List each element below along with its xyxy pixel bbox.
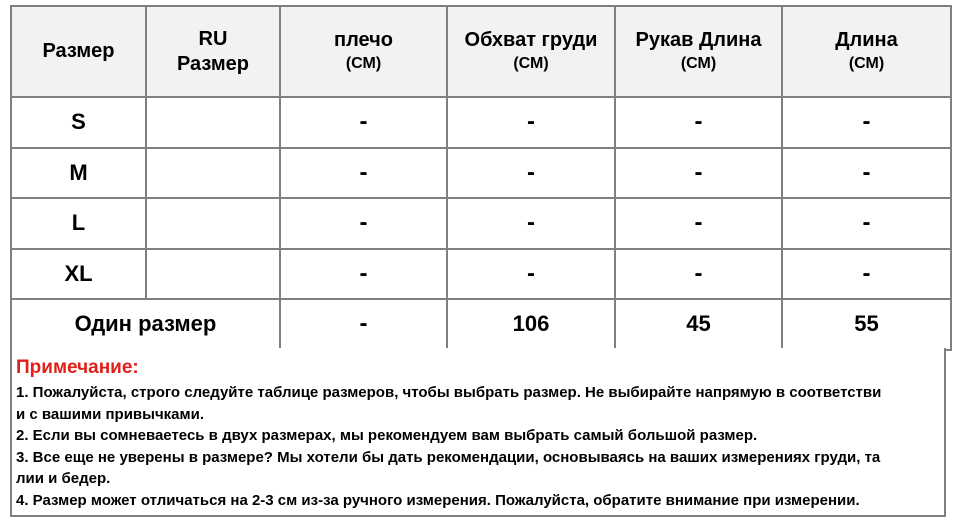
chest-cell: - <box>447 198 615 249</box>
sleeve-cell: - <box>615 249 782 300</box>
chest-cell: - <box>447 249 615 300</box>
size-cell: XL <box>11 249 146 300</box>
header-length: Длина (СМ) <box>782 6 951 97</box>
chest-cell: 106 <box>447 299 615 350</box>
size-cell: L <box>11 198 146 249</box>
one-size-row <box>11 299 951 350</box>
ru-size-cell <box>146 148 280 199</box>
sleeve-cell: - <box>615 97 782 148</box>
sleeve-cell: - <box>615 198 782 249</box>
header-ru-size: RU Размер <box>146 6 280 97</box>
header-size: Размер <box>11 6 146 97</box>
note-line: 2. Если вы сомневаетесь в двух размерах, мы рекомендуем вам выбрать самый большой размер. <box>16 427 758 444</box>
length-cell: - <box>782 249 951 300</box>
ru-size-cell <box>146 198 280 249</box>
table-row <box>11 97 951 148</box>
note-line: 3. Все еще не уверены в размере? Мы хотели бы дать рекомендации, основываясь на ваших измерениях груди, та <box>16 448 881 466</box>
table-row <box>11 198 951 249</box>
size-cell: M <box>11 148 146 199</box>
header-sleeve-length: Рукав Длина (СМ) <box>615 6 782 97</box>
shoulder-cell: - <box>280 148 447 199</box>
ru-size-cell <box>146 97 280 148</box>
sleeve-cell: 45 <box>615 299 782 350</box>
ru-size-cell <box>146 249 280 300</box>
length-cell: - <box>782 198 951 249</box>
length-cell: - <box>782 148 951 199</box>
length-cell: - <box>782 97 951 148</box>
chest-cell: - <box>447 97 615 148</box>
header-row <box>11 6 951 97</box>
note-line: лии и бедер. <box>16 470 111 487</box>
note-line: 1. Пожалуйста, строго следуйте таблице размеров, чтобы выбрать размер. Не выбирайте напрямую в соответстви <box>16 384 882 401</box>
notes-title: Примечание: <box>16 357 139 378</box>
note-line: и с вашими привычками. <box>16 405 204 423</box>
notes-section <box>10 348 946 517</box>
note-line: 4. Размер может отличаться на 2-3 см из-за ручного измерения. Пожалуйста, обратите внимание при измерении. <box>16 491 860 509</box>
shoulder-cell: - <box>280 299 447 350</box>
size-cell: S <box>11 97 146 148</box>
table-row <box>11 148 951 199</box>
shoulder-cell: - <box>280 249 447 300</box>
table-row <box>11 249 951 300</box>
shoulder-cell: - <box>280 97 447 148</box>
length-cell: 55 <box>782 299 951 350</box>
header-shoulder: плечо (СМ) <box>280 6 447 97</box>
size-chart-table <box>10 5 952 351</box>
one-size-label: Один размер <box>11 299 280 350</box>
shoulder-cell: - <box>280 198 447 249</box>
sleeve-cell: - <box>615 148 782 199</box>
header-chest: Обхват груди (СМ) <box>447 6 615 97</box>
chest-cell: - <box>447 148 615 199</box>
